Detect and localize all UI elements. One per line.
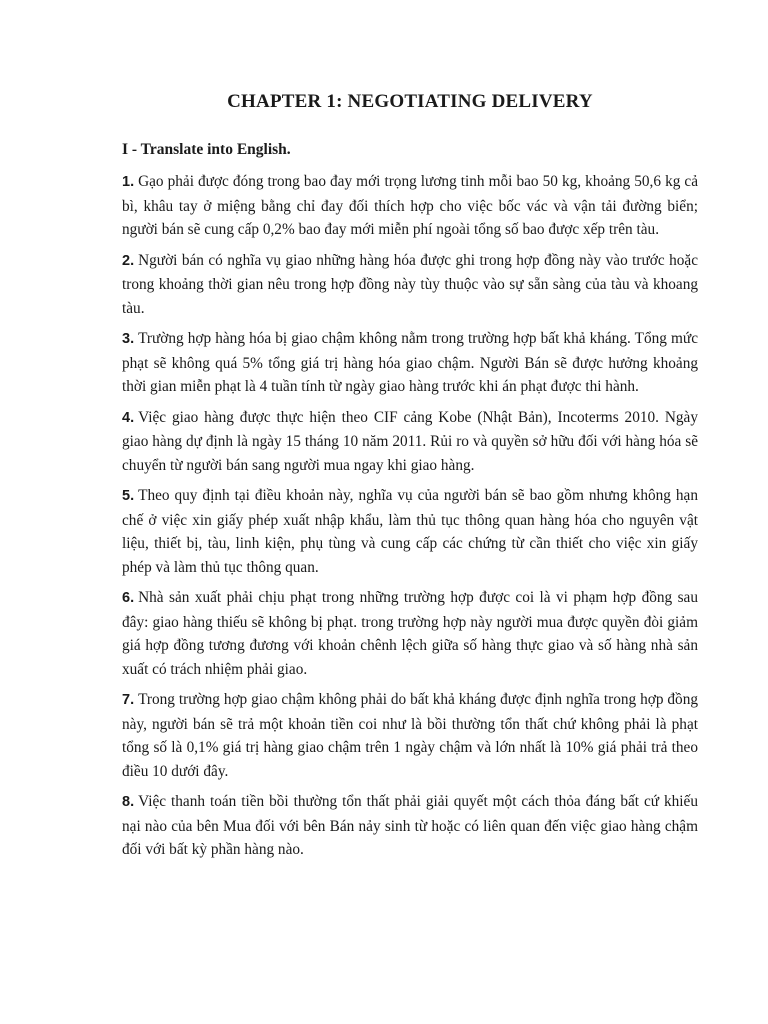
list-item [122, 484, 698, 579]
item-number: 1. [122, 174, 135, 190]
item-number: 3. [122, 331, 135, 347]
item-text: Người bán có nghĩa vụ giao những hàng hóa được ghi trong hợp đồng này vào trước hoặc trong khoảng thời gian nêu trong hợp đồng này tùy thuộc vào sự sẵn sàng của tàu và khoang tàu. [122, 251, 698, 317]
item-number: 6. [122, 590, 135, 606]
list-item [122, 688, 698, 783]
item-number: 8. [122, 794, 135, 810]
item-text: Việc giao hàng được thực hiện theo CIF cảng Kobe (Nhật Bản), Incoterms 2010. Ngày giao hàng dự định là ngày 15 tháng 10 năm 2011. Rủi ro và quyền sở hữu đối với hàng hóa sẽ chuyển từ người bán sang người mua ngay khi giao hàng. [122, 408, 698, 474]
list-item [122, 790, 698, 862]
list-item [122, 406, 698, 478]
item-number: 4. [122, 409, 135, 426]
list-item [122, 327, 698, 399]
document-page [122, 88, 698, 869]
item-text: Theo quy định tại điều khoản này, nghĩa vụ của người bán sẽ bao gồm nhưng không hạn chế ở việc xin giấy phép xuất nhập khẩu, làm thủ tục thông quan hàng hóa cho nguyên vật liệu, thiết bị, tàu, linh kiện, phụ tùng và cung cấp các chứng từ cần thiết cho việc xin giấy phép và làm thủ tục thông quan. [122, 487, 698, 576]
list-item [122, 586, 698, 681]
item-number: 5. [122, 488, 135, 504]
item-text: Trong trường hợp giao chậm không phải do bất khả kháng được định nghĩa trong hợp đồng này, người bán sẽ trả một khoản tiền coi như là bồi thường tổn thất chứ không phải là phạt tổng số là 0,1% giá trị hàng giao chậm trên 1 ngày chậm và lớn nhất là 10% giá phải trả theo điều 10 dưới đây. [122, 691, 698, 780]
list-item [122, 249, 698, 321]
item-number: 7. [122, 692, 135, 708]
list-item [122, 170, 698, 242]
section-heading: I - Translate into English. [122, 141, 291, 158]
item-text: Gạo phải được đóng trong bao đay mới trọng lương tinh mỗi bao 50 kg, khoảng 50,6 kg cả bì, khâu tay ở miệng bằng chỉ đay đối thích hợp cho việc bốc vác và vận tải đường biển; người bán sẽ cung cấp 0,2% bao đay mới miễn phí ngoài tổng số bao được xếp trên tàu. [122, 173, 698, 238]
item-text: Trường hợp hàng hóa bị giao chậm không nằm trong trường hợp bất khả kháng. Tổng mức phạt sẽ không quá 5% tổng giá trị hàng hóa giao chậm. Người Bán sẽ được hưởng khoảng thời gian miễn phạt là 4 tuần tính từ ngày giao hàng trước khi án phạt được thi hành. [122, 330, 698, 395]
chapter-title: CHAPTER 1: NEGOTIATING DELIVERY [227, 91, 593, 112]
item-text: Nhà sản xuất phải chịu phạt trong những trường hợp được coi là vi phạm hợp đồng sau đây: giao hàng thiếu sẽ không bị phạt. trong trường hợp này người mua được quyền đòi giảm giá hợp đồng tương đương với khoản chênh lệch giữa số hàng thực giao và số hàng nhà sản xuất có trách nhiệm phải giao. [122, 589, 698, 678]
item-number: 2. [122, 252, 135, 269]
item-text: Việc thanh toán tiền bồi thường tổn thất phải giải quyết một cách thỏa đáng bất cứ khiếu nại nào của bên Mua đối với bên Bán nảy sinh từ hoặc có liên quan đến việc giao hàng chậm đối với bất kỳ phần hàng nào. [122, 793, 698, 858]
